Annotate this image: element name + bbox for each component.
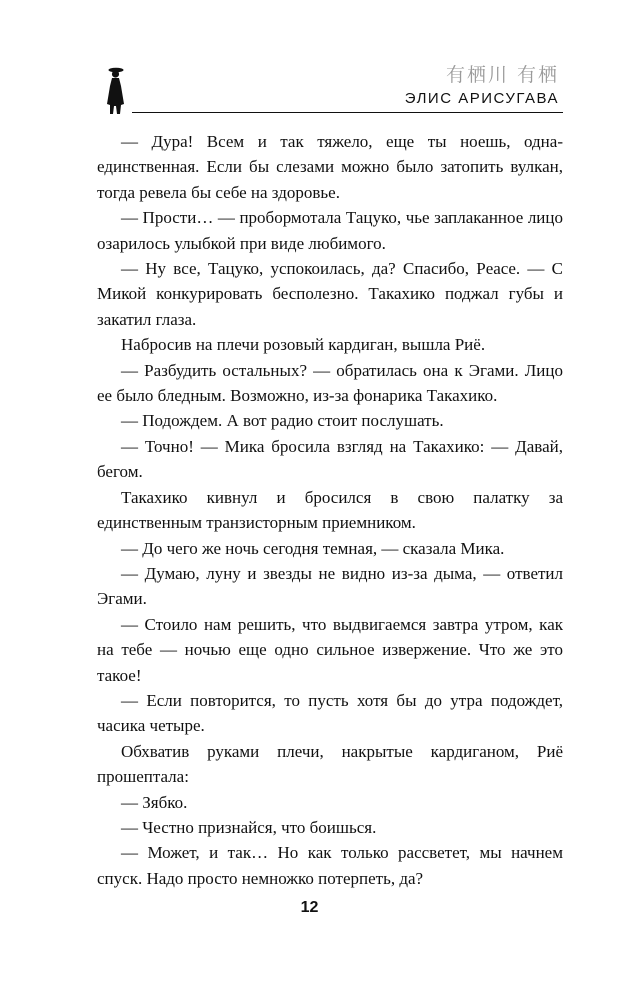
page-number: 12 — [300, 899, 319, 916]
header-japanese-name: 有栖川 有栖 — [445, 64, 559, 86]
page-body — [97, 129, 563, 891]
header-author: ЭЛИС АРИСУГАВА — [404, 90, 559, 107]
paragraph: — Подождем. А вот радио стоит послушать. — [121, 411, 444, 431]
paragraph: — Честно признайся, что боишься. — [121, 817, 377, 837]
paragraph: Набросив на плечи розовый кардиган, вышла Риё. — [121, 335, 486, 355]
paragraph: Обхватив руками плечи, накрытые кардиганом, Риё прошептала: — [97, 741, 563, 787]
paragraph: — До чего же ночь сегодня темная, — сказала Мика. — [121, 538, 505, 558]
paragraph: — Ну все, Тацуко, успокоилась, да? Спасибо, Peace. — С Микой конкурировать бесполезно. Такахико поджал губы и закатил глаза. — [97, 259, 563, 329]
paragraph: — Думаю, луну и звезды не видно из-за дыма, — ответил Эгами. — [97, 563, 563, 609]
paragraph: — Зябко. — [121, 792, 188, 812]
paragraph: — Точно! — Мика бросила взгляд на Такахико: — Давай, бегом. — [97, 436, 563, 482]
paragraph: — Может, и так… Но как только рассветет, мы начнем спуск. Надо просто немножко потерпеть, да? — [97, 843, 563, 888]
paragraph: — Дура! Всем и так тяжело, еще ты ноешь, одна-единственная. Если бы слезами можно было затопить вулкан, тогда ревела бы себе на здоровье. — [97, 132, 563, 202]
paragraph: — Если повторится, то пусть хотя бы до утра подождет, часика четыре. — [97, 690, 563, 736]
header-divider — [132, 112, 563, 113]
paragraph: Такахико кивнул и бросился в свою палатку за единственным транзисторным приемником. — [97, 487, 563, 533]
paragraph: — Стоило нам решить, что выдвигаемся завтра утром, как на тебе — ночью еще одно сильное извержение. Что же это такое! — [97, 614, 563, 685]
paragraph: — Прости… — пробормотала Тацуко, чье заплаканное лицо озарилось улыбкой при виде любимого. — [97, 208, 563, 253]
paragraph: — Разбудить остальных? — обратилась она к Эгами. Лицо ее было бледным. Возможно, из-за фонарика Такахико. — [97, 360, 563, 406]
silhouette-figure-icon — [100, 64, 130, 116]
